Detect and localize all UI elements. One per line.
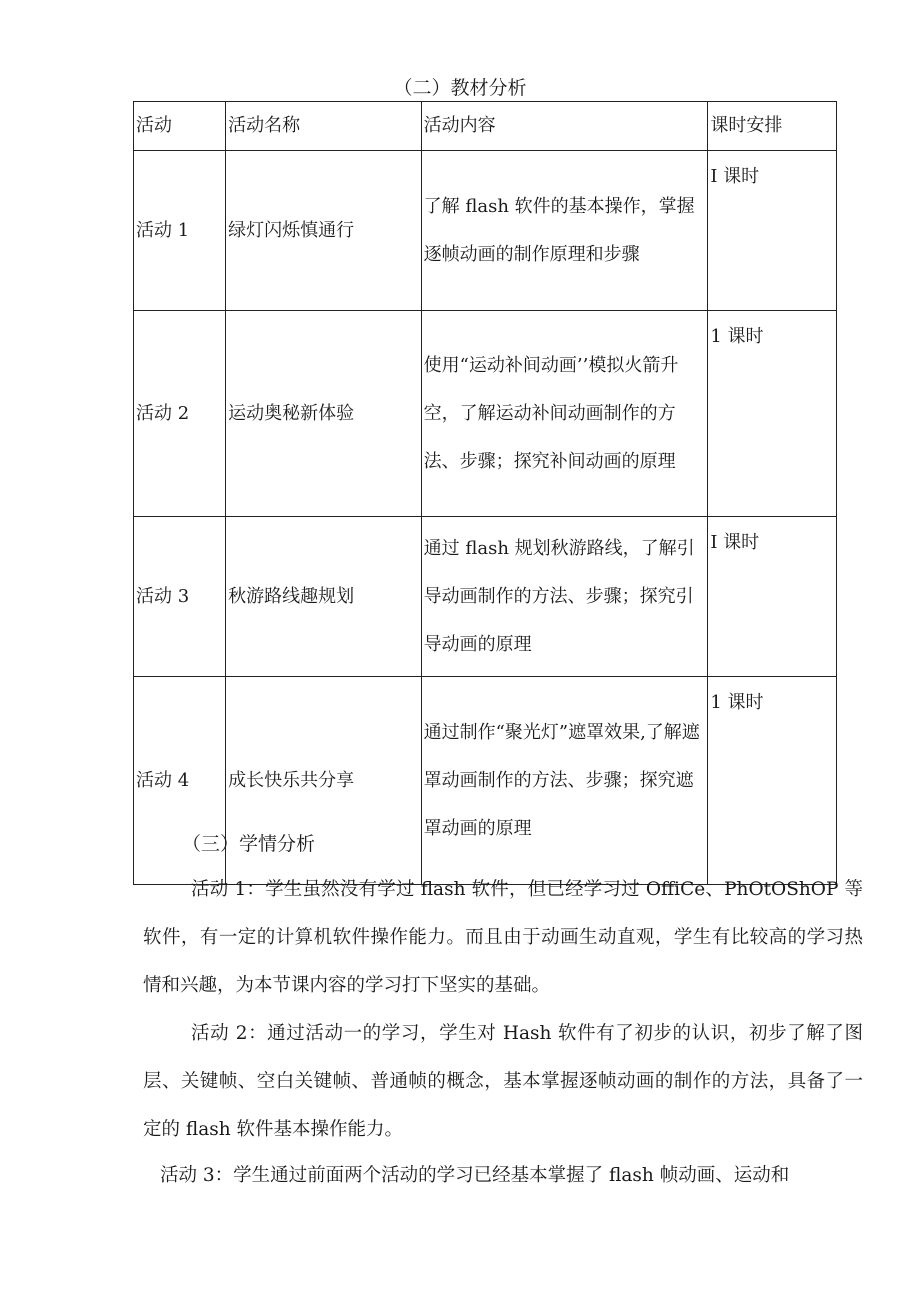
section-title-student-analysis: （三）学情分析 bbox=[182, 833, 316, 855]
cell-activity-name: 运动奥秘新体验 bbox=[226, 311, 422, 517]
header-schedule: 课时安排 bbox=[708, 102, 837, 151]
cell-activity-name: 绿灯闪烁慎通行 bbox=[226, 151, 422, 311]
cell-schedule: 1 课时 bbox=[708, 311, 837, 517]
header-activity-name: 活动名称 bbox=[226, 102, 422, 151]
cell-activity: 活动 2 bbox=[134, 311, 226, 517]
header-activity-content: 活动内容 bbox=[421, 102, 708, 151]
paragraph-activity-2: 活动 2：通过活动一的学习，学生对 Hash 软件有了初步的认识，初步了解了图层、关键帧、空白关键帧、普通帧的概念，基本掌握逐帧动画的制作的方法，具备了一定的 flash 软件基本操作能力。 bbox=[143, 1023, 863, 1140]
activity-table bbox=[133, 101, 837, 885]
cell-activity: 活动 3 bbox=[134, 517, 226, 677]
cell-activity: 活动 1 bbox=[134, 151, 226, 311]
cell-activity-name: 秋游路线趣规划 bbox=[226, 517, 422, 677]
table-row bbox=[134, 151, 837, 311]
paragraph-activity-3: 活动 3：学生通过前面两个活动的学习已经基本掌握了 flash 帧动画、运动和 bbox=[160, 1165, 790, 1186]
table-row bbox=[134, 311, 837, 517]
cell-activity-content: 使用“运动补间动画’’模拟火箭升空，了解运动补间动画制作的方法、步骤；探究补间动画的原理 bbox=[421, 311, 708, 517]
cell-activity-name: 成长快乐共分享 bbox=[226, 677, 422, 885]
cell-schedule: I 课时 bbox=[708, 151, 837, 311]
cell-schedule: I 课时 bbox=[708, 517, 837, 677]
table-header-row bbox=[134, 102, 837, 151]
section-title-textbook-analysis: （二）教材分析 bbox=[393, 77, 527, 99]
cell-activity-content: 了解 flash 软件的基本操作，掌握逐帧动画的制作原理和步骤 bbox=[421, 151, 708, 311]
cell-activity: 活动 4 bbox=[134, 677, 226, 885]
table-row bbox=[134, 517, 837, 677]
cell-schedule: 1 课时 bbox=[708, 677, 837, 885]
cell-activity-content: 通过制作“聚光灯”遮罩效果,了解遮罩动画制作的方法、步骤；探究遮罩动画的原理 bbox=[421, 677, 708, 885]
header-activity: 活动 bbox=[134, 102, 226, 151]
paragraph-activity-1: 活动 1：学生虽然没有学过 flash 软件，但已经学习过 OffiCe、PhOtOShOP 等软件，有一定的计算机软件操作能力。而且由于动画生动直观，学生有比较高的学习热情和兴趣，为本节课内容的学习打下坚实的基础。 bbox=[143, 879, 863, 996]
cell-activity-content: 通过 flash 规划秋游路线，了解引导动画制作的方法、步骤；探究引导动画的原理 bbox=[421, 517, 708, 677]
